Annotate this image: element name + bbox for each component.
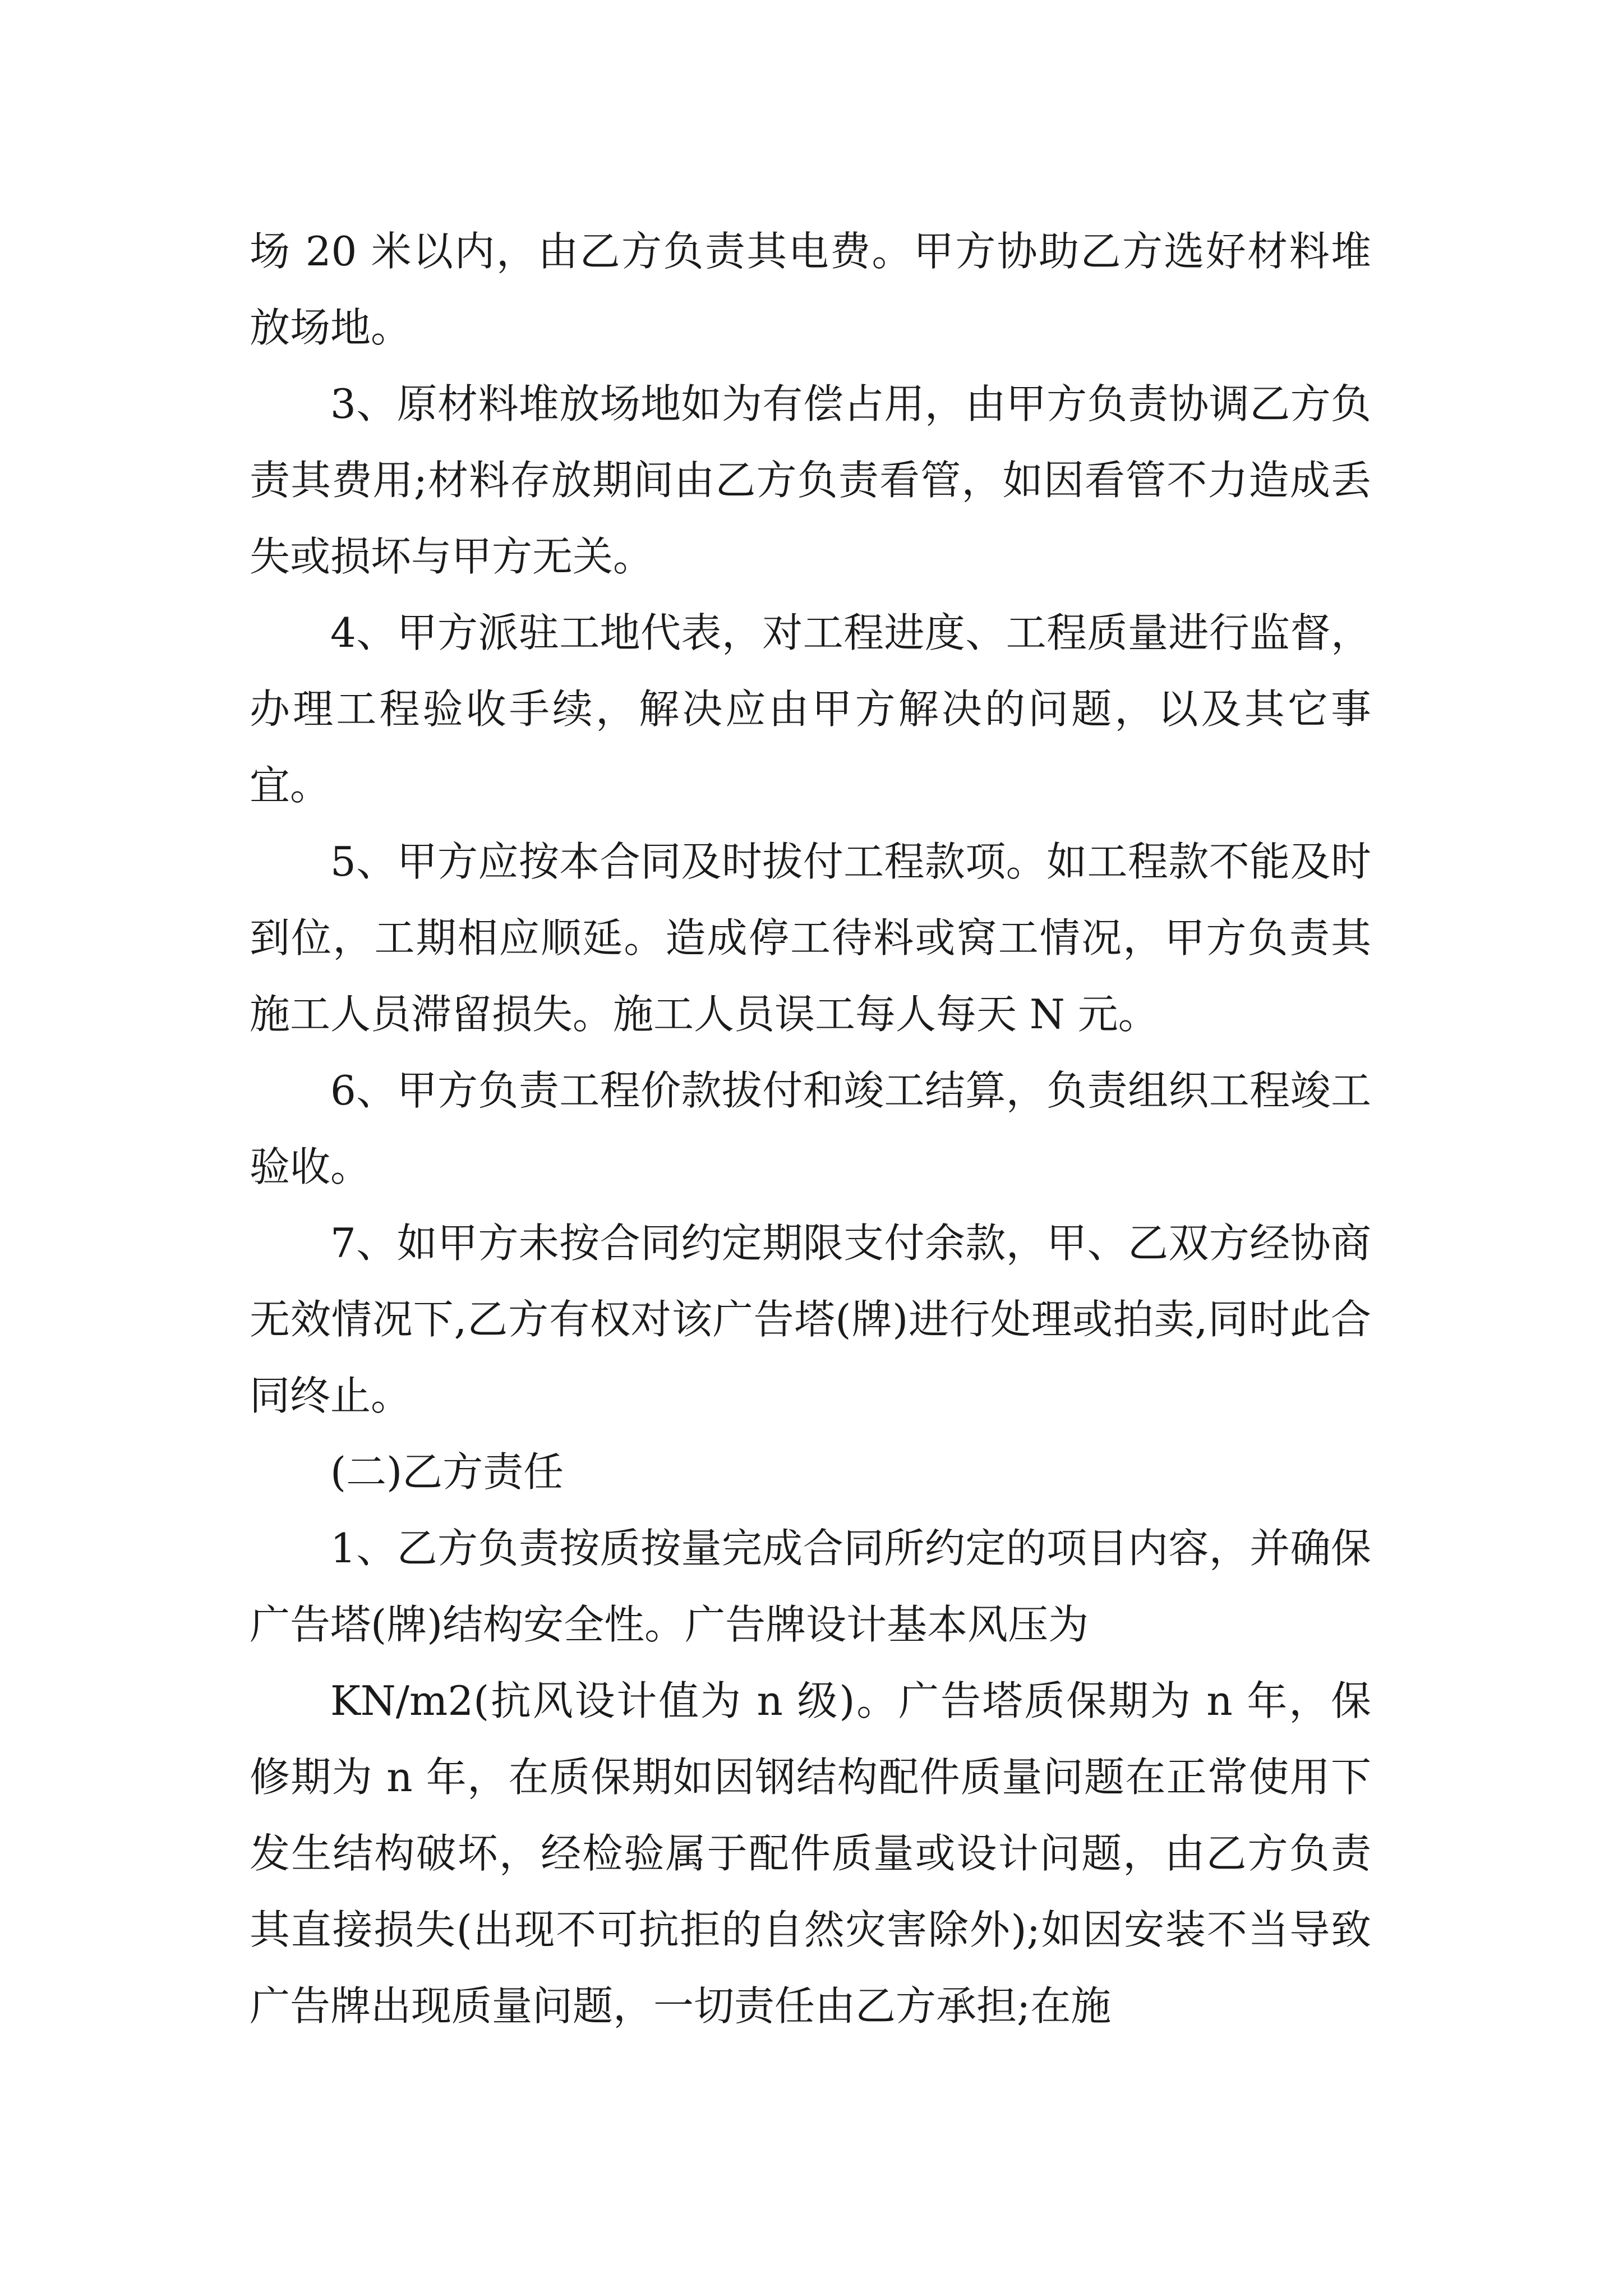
paragraph-clause-5: 5、甲方应按本合同及时拔付工程款项。如工程款不能及时到位，工期相应顺延。造成停工待料或窝工情况，甲方负责其施工人员滞留损失。施工人员误工每人每天 N 元。 [250,838,1371,1038]
paragraph-continuation: 场 20 米以内，由乙方负责其电费。甲方协助乙方选好材料堆放场地。 [250,228,1371,351]
paragraph-party-b-clause-1: 1、乙方负责按质按量完成合同所约定的项目内容，并确保广告塔(牌)结构安全性。广告牌设计基本风压为 [250,1525,1371,1648]
paragraph-clause-4: 4、甲方派驻工地代表，对工程进度、工程质量进行监督，办理工程验收手续，解决应由甲方解决的问题，以及其它事宜。 [250,609,1371,809]
section-heading-party-b: (二)乙方责任 [330,1448,564,1496]
paragraph-wind-pressure: KN/m2(抗风设计值为 n 级)。广告塔质保期为 n 年，保修期为 n 年，在质保期如因钢结构配件质量问题在正常使用下发生结构破坏，经检验属于配件质量或设计问题，由乙方负责其直接损失(出现不可抗拒的自然灾害除外);如因安装不当导致广告牌出现质量问题，一切责任由乙方承担;在施 [250,1677,1371,2030]
paragraph-clause-7: 7、如甲方未按合同约定期限支付余款，甲、乙双方经协商无效情况下,乙方有权对该广告塔(牌)进行处理或拍卖,同时此合同终止。 [250,1220,1371,1419]
document-body [250,213,1371,2044]
paragraph-clause-3: 3、原材料堆放场地如为有偿占用，由甲方负责协调乙方负责其费用;材料存放期间由乙方负责看管，如因看管不力造成丢失或损坏与甲方无关。 [250,380,1371,580]
paragraph-clause-6: 6、甲方负责工程价款拔付和竣工结算，负责组织工程竣工验收。 [250,1067,1371,1190]
